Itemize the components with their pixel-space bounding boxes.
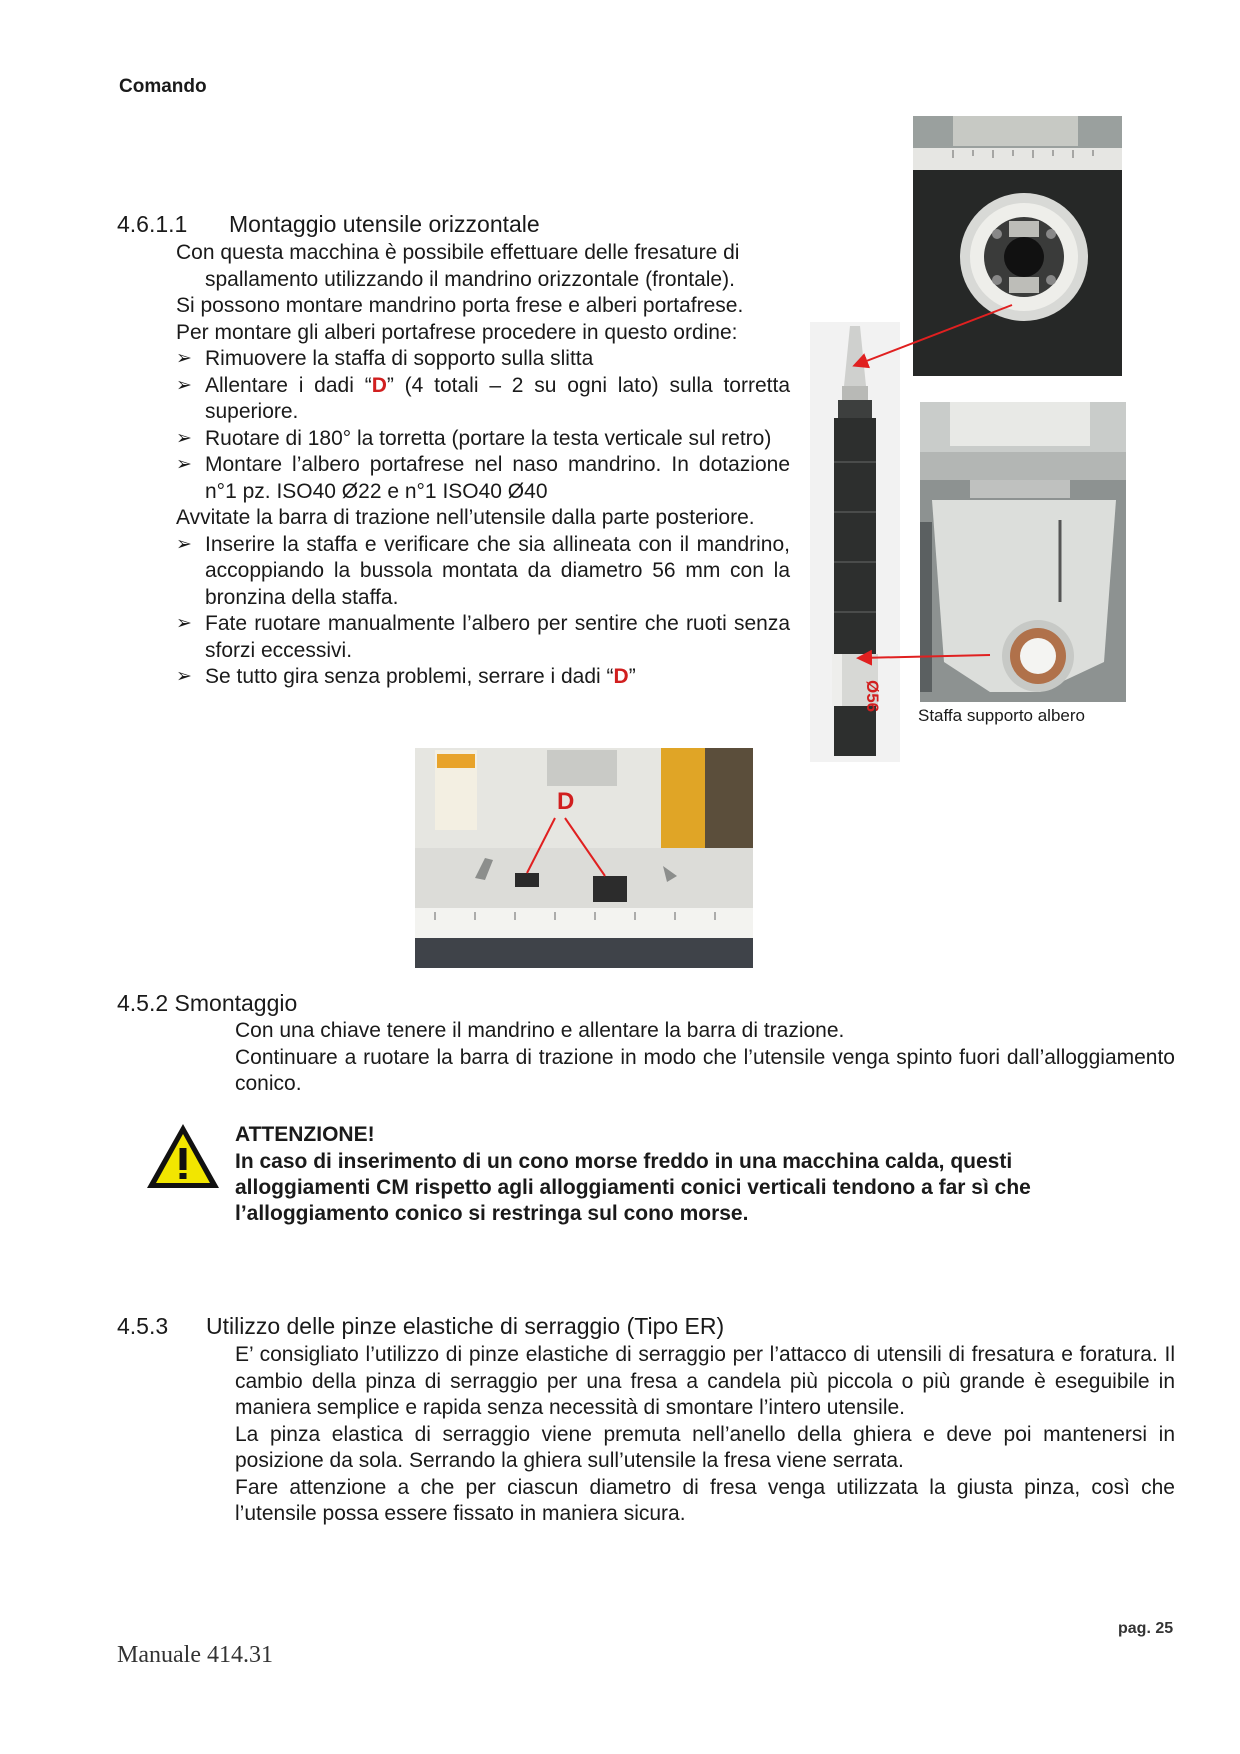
section-number: 4.6.1.1 [117, 211, 188, 237]
paragraph: La pinza elastica di serraggio viene premuta nell’anello della ghiera e deve poi mantenersi in posizione da sola. Serrando la ghiera sull’utensile la fresa viene serrata. [235, 1422, 1175, 1472]
section-title: Montaggio utensile orizzontale [229, 211, 540, 237]
page-header: Comando [119, 76, 207, 97]
manual-name: Manuale 414.31 [117, 1642, 273, 1668]
intro-line: Per montare gli alberi portafrese procedere in questo ordine: [176, 320, 738, 344]
section-title: Utilizzo delle pinze elastiche di serraggio (Tipo ER) [206, 1313, 725, 1339]
paragraph: Fare attenzione a che per ciascun diametro di fresa venga utilizzata la giusta pinza, così che l’utensile possa essere fissato in maniera sicura. [235, 1475, 1175, 1525]
arrow-bullet-icon: ➢ [176, 427, 192, 449]
nut-label-d: D [613, 665, 629, 688]
intro-line: spallamento utilizzando il mandrino orizzontale (frontale). [205, 267, 735, 291]
section-453-body [235, 1342, 1175, 1528]
list-item: ➢ Fate ruotare manualmente l’albero per sentire che ruoti senza sforzi eccessivi. [176, 612, 790, 662]
list-item: ➢ Inserire la staffa e verificare che sia allineata con il mandrino, accoppiando la bussola montata da diametro 56 mm con la bronzina della staffa. [176, 532, 790, 609]
arrow-bullet-icon: ➢ [176, 613, 192, 634]
section-452-body [235, 1018, 1175, 1098]
list-item: ➢ Ruotare di 180° la torretta (portare la testa verticale sul retro) [176, 426, 790, 453]
arrow-to-spindle-nose [856, 305, 1012, 365]
warning-text: In caso di inserimento di un cono morse freddo in una macchina calda, questi alloggiamenti CM rispetto agli alloggiamenti conici verticali tendono a far sì che l’alloggiamento conico si restringa sul cono morse. [235, 1150, 1031, 1225]
figure-caption: Staffa supporto albero [918, 706, 1085, 725]
intro-line: Con questa macchina è possibile effettuare delle fresature di [176, 241, 740, 264]
turret-nuts-photo [415, 748, 753, 968]
section-heading: 4.5.2 Smontaggio [117, 990, 298, 1016]
list-item: ➢ Se tutto gira senza problemi, serrare i dadi “D” [176, 664, 790, 691]
arrow-bullet-icon: ➢ [176, 374, 192, 396]
arbor-dimension-label: Ø56 [863, 680, 882, 713]
warning-triangle-icon [144, 1120, 222, 1192]
callout-arrows [840, 300, 1140, 700]
paragraph: E’ consigliato l’utilizzo di pinze elastiche di serraggio per l’attacco di utensili di fresatura e foratura. Il cambio della pinza di serraggio per una fresa a candela più piccola o più grande è eseguibile in maniera semplice e rapida senza necessità di smontare l’intero utensile. [235, 1343, 1175, 1419]
list-item: ➢ Rimuovere la staffa di sopporto sulla slitta [176, 346, 790, 373]
nuts-d-label: D [557, 788, 575, 815]
intro-line: Si possono montare mandrino porta frese e alberi portafrese. [176, 294, 744, 317]
arrow-to-bushing [860, 655, 990, 658]
page-number: pag. 25 [1118, 1620, 1174, 1637]
nut-label-d: D [371, 373, 387, 397]
list-item: ➢ Allentare i dadi “D” (4 totali – 2 su ogni lato) sulla torretta superiore. [176, 373, 791, 423]
list-item: ➢ Montare l’albero portafrese nel naso mandrino. In dotazione n°1 pz. ISO40 Ø22 e n°1 ISO40 Ø40 [176, 453, 790, 503]
arrow-bullet-icon: ➢ [176, 533, 192, 555]
arrow-bullet-icon: ➢ [176, 348, 192, 369]
section-number: 4.5.3 [117, 1313, 169, 1339]
paragraph: Avvitate la barra di trazione nell’utensile dalla parte posteriore. [176, 506, 755, 529]
section-4611-body [176, 240, 790, 691]
paragraph: Con una chiave tenere il mandrino e allentare la barra di trazione. [235, 1019, 845, 1042]
arrow-bullet-icon: ➢ [176, 666, 192, 687]
paragraph: Continuare a ruotare la barra di trazione in modo che l’utensile venga spinto fuori dall’alloggiamento conico. [235, 1045, 1175, 1095]
warning-title: ATTENZIONE! [235, 1123, 375, 1146]
arrow-bullet-icon: ➢ [176, 454, 192, 475]
